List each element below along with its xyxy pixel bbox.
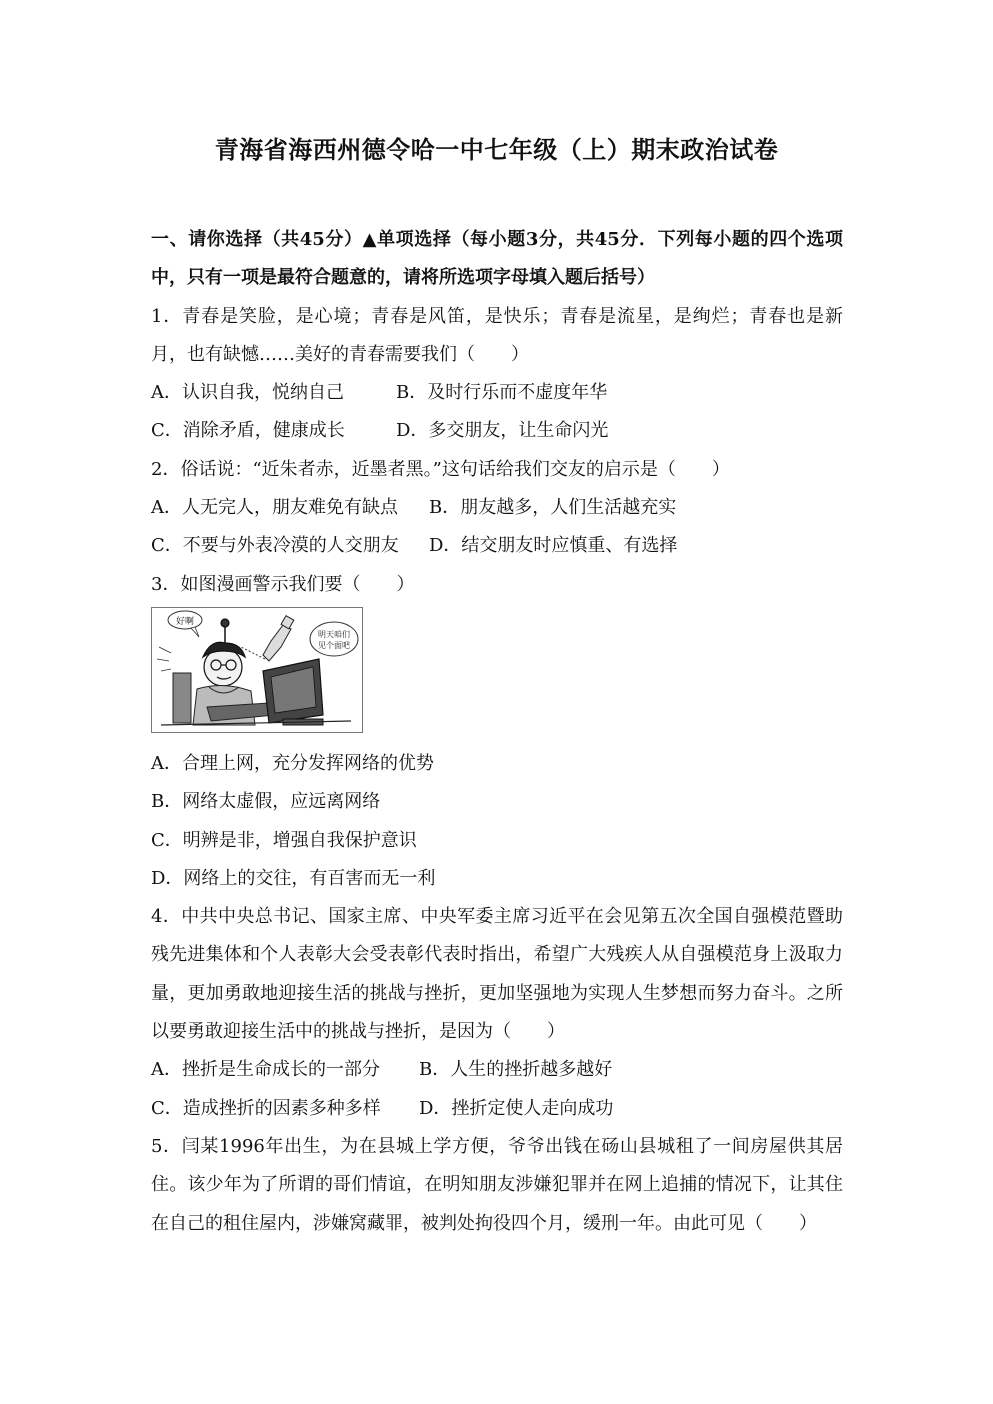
option-row	[151, 1090, 843, 1128]
internet-cartoon-image	[151, 607, 363, 733]
bubble-left-text: 好啊	[175, 616, 195, 627]
option-c: C．不要与外表冷漠的人交朋友	[151, 535, 399, 557]
question-stem: 5．闫某1996年出生，为在县城上学方便，爷爷出钱在砀山县城租了一间房屋供其居住。该少年为了所谓的哥们情谊，在明知朋友涉嫌犯罪并在网上追捕的情况下，让其住在自己的租住屋内，涉嫌窝藏罪，被判处拘役四个月，缓刑一年。由此可见（ ）	[151, 1135, 843, 1234]
bubble-right-line1: 明天咱们	[318, 629, 350, 639]
question-4	[151, 898, 843, 1128]
option-row	[151, 489, 843, 527]
exam-title: 青海省海西州德令哈一中七年级（上）期末政治试卷	[214, 135, 779, 164]
question-3	[151, 566, 843, 898]
option-d: D．网络上的交往，有百害而无一利	[151, 867, 436, 889]
question-stem: 1．青春是笑脸，是心境；青春是风笛，是快乐；青春是流星，是绚烂；青春也是新月，也有缺憾……美好的青春需要我们（ ）	[151, 305, 843, 365]
option-c: C．造成挫折的因素多种多样	[151, 1097, 381, 1119]
option-b: B．人生的挫折越多越好	[419, 1059, 613, 1081]
question-5	[151, 1128, 843, 1243]
question-stem: 3．如图漫画警示我们要（ ）	[151, 573, 415, 595]
option-d: D．挫折定使人走向成功	[419, 1097, 614, 1119]
option-b: B．及时行乐而不虚度年华	[396, 382, 608, 404]
option-row	[151, 374, 843, 412]
question-stem: 4．中共中央总书记、国家主席、中央军委主席习近平在会见第五次全国自强模范暨助残先进集体和个人表彰大会受表彰代表时指出，希望广大残疾人从自强模范身上汲取力量，更加勇敢地迎接生活的挑战与挫折，更加坚强地为实现人生梦想而努力奋斗。之所以要勇敢迎接生活中的挑战与挫折，是因为（ ）	[151, 906, 843, 1043]
option-row	[151, 1051, 843, 1089]
option-c: C．明辨是非，增强自我保护意识	[151, 829, 417, 851]
option-b: B．朋友越多，人们生活越充实	[429, 497, 677, 519]
bubble-right-line2: 见个面吧	[318, 640, 350, 650]
section-heading: 一、请你选择（共45分）▲单项选择（每小题3分，共45分．下列每小题的四个选项中，只有一项是最符合题意的，请将所选项字母填入题后括号）	[151, 229, 843, 289]
option-a: A．认识自我，悦纳自己	[151, 382, 344, 404]
question-2	[151, 451, 843, 566]
option-a: A．人无完人，朋友难免有缺点	[151, 497, 398, 519]
option-row	[151, 412, 843, 450]
option-c: C．消除矛盾，健康成长	[151, 420, 345, 442]
option-d: D．结交朋友时应慎重、有选择	[429, 535, 678, 557]
question-1	[151, 298, 843, 451]
option-b: B．网络太虚假，应远离网络	[151, 791, 381, 813]
option-a: A．合理上网，充分发挥网络的优势	[151, 752, 434, 774]
option-a: A．挫折是生命成长的一部分	[151, 1059, 380, 1081]
option-row	[151, 527, 843, 565]
option-d: D．多交朋友，让生命闪光	[396, 420, 609, 442]
question-stem: 2．俗话说：“近朱者赤，近墨者黑。”这句话给我们交友的启示是（ ）	[151, 458, 730, 480]
exam-content	[151, 221, 843, 1243]
